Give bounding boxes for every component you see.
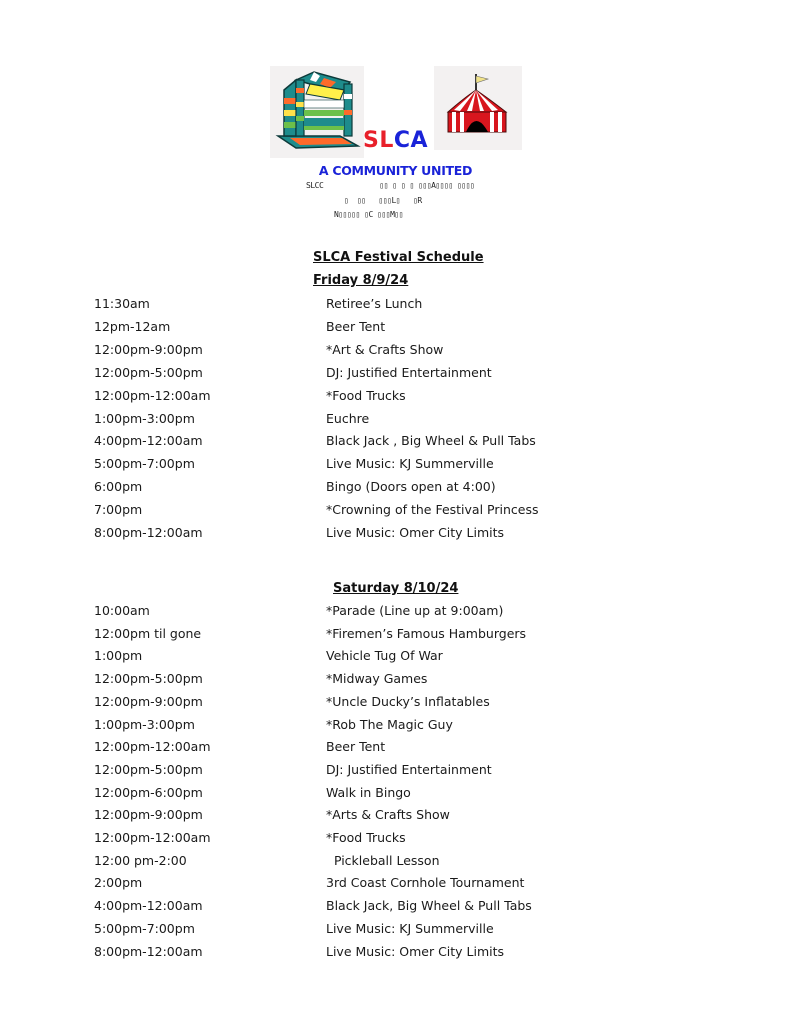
event-time: 4:00pm-12:00am (94, 433, 203, 449)
event-name: *Firemen’s Famous Hamburgers (326, 625, 527, 641)
schedule-row (0, 694, 791, 716)
event-name: Euchre (326, 410, 370, 426)
event-name: Beer Tent (326, 739, 386, 755)
schedule-row (0, 853, 791, 875)
event-time: 11:30am (94, 296, 150, 311)
event-time: 12:00pm-5:00pm (94, 364, 203, 380)
event-time: 1:00pm-3:00pm (94, 716, 195, 732)
event-name: *Midway Games (326, 671, 428, 687)
schedule-row (0, 502, 791, 524)
schedule-row (0, 433, 791, 455)
event-name: *Food Trucks (326, 387, 406, 403)
schedule-row (0, 785, 791, 807)
event-name: 3rd Coast Cornhole Tournament (326, 875, 525, 891)
event-name: Live Music: Omer City Limits (326, 525, 505, 540)
event-time: 6:00pm (94, 479, 143, 495)
event-name: *Uncle Ducky’s Inflatables (326, 693, 490, 709)
event-name: Live Music: KJ Summerville (326, 456, 494, 472)
schedule-row (0, 296, 791, 318)
schedule-row (0, 411, 791, 433)
event-name: DJ: Justified Entertainment (326, 364, 492, 380)
event-time: 10:00am (94, 603, 150, 618)
event-time: 5:00pm-7:00pm (94, 920, 195, 936)
event-time: 4:00pm-12:00am (94, 898, 203, 914)
schedule-row (0, 525, 791, 547)
schedule-row (0, 875, 791, 897)
garbled-header-line-1: SLCC ▯▯ ▯ ▯ ▯ ▯▯▯A▯▯▯▯ ▯▯▯▯ (306, 181, 475, 190)
event-name: *Food Trucks (326, 830, 406, 845)
event-time: 5:00pm-7:00pm (94, 456, 195, 472)
event-time: 1:00pm-3:00pm (94, 410, 195, 426)
event-time: 12pm-12am (94, 318, 171, 334)
schedule-row (0, 456, 791, 478)
event-name: *Art & Crafts Show (326, 341, 444, 357)
schedule-row (0, 762, 791, 784)
event-name: Retiree’s Lunch (326, 296, 423, 311)
schedule-row (0, 944, 791, 966)
event-name: Walk in Bingo (326, 784, 411, 800)
logo-text-blue: CA (393, 128, 429, 153)
schedule-row (0, 921, 791, 943)
schedule-row (0, 717, 791, 739)
schedule-row (0, 479, 791, 501)
day-heading-friday: Friday 8/9/24 (313, 273, 409, 288)
event-name: *Crowning of the Festival Princess (326, 502, 539, 518)
garbled-header-line-3: N▯▯▯▯▯ ▯C ▯▯▯M▯▯ (334, 210, 404, 219)
event-time: 12:00pm-6:00pm (94, 784, 203, 800)
schedule-row (0, 648, 791, 670)
event-time: 7:00pm (94, 502, 143, 518)
event-time: 12:00pm-5:00pm (94, 671, 203, 687)
schedule-row (0, 671, 791, 693)
event-name: Pickleball Lesson (326, 852, 440, 868)
event-time: 12:00pm-12:00am (94, 739, 211, 755)
event-time: 12:00pm-12:00am (94, 830, 211, 845)
schedule-row (0, 626, 791, 648)
schedule-row (0, 830, 791, 852)
garbled-header-line-2: ▯ ▯▯ ▯▯▯L▯ ▯R (344, 196, 422, 205)
event-name: *Parade (Line up at 9:00am) (326, 603, 504, 618)
event-time: 12:00pm til gone (94, 625, 202, 641)
event-time: 12:00pm-9:00pm (94, 693, 203, 709)
event-time: 8:00pm-12:00am (94, 525, 203, 540)
event-time: 1:00pm (94, 648, 143, 664)
event-time: 2:00pm (94, 875, 143, 891)
schedule-title: SLCA Festival Schedule (313, 250, 484, 265)
tagline: A COMMUNITY UNITED (318, 163, 473, 178)
schedule-row (0, 807, 791, 829)
schedule-row (0, 342, 791, 364)
event-time: 12:00pm-9:00pm (94, 807, 203, 823)
day-heading-saturday: Saturday 8/10/24 (333, 581, 459, 596)
event-name: Live Music: Omer City Limits (326, 943, 505, 959)
event-name: Live Music: KJ Summerville (326, 920, 494, 936)
schedule-row (0, 898, 791, 920)
event-name: Vehicle Tug Of War (326, 648, 443, 664)
schedule-row (0, 739, 791, 761)
event-name: Black Jack, Big Wheel & Pull Tabs (326, 898, 532, 914)
logo-wordmark (0, 128, 791, 153)
event-name: *Arts & Crafts Show (326, 807, 450, 823)
schedule-row (0, 603, 791, 625)
event-name: Bingo (Doors open at 4:00) (326, 479, 496, 495)
event-time: 12:00pm-9:00pm (94, 341, 203, 357)
event-name: *Rob The Magic Guy (326, 716, 453, 732)
event-name: Black Jack , Big Wheel & Pull Tabs (326, 433, 536, 449)
event-time: 12:00pm-12:00am (94, 387, 211, 403)
event-name: DJ: Justified Entertainment (326, 761, 492, 777)
schedule-row (0, 319, 791, 341)
event-time: 12:00pm-5:00pm (94, 761, 203, 777)
event-time: 8:00pm-12:00am (94, 943, 203, 959)
event-name: Beer Tent (326, 318, 386, 334)
event-time: 12:00 pm-2:00 (94, 852, 187, 868)
schedule-row (0, 365, 791, 387)
logo-text-red: SL (362, 128, 394, 153)
schedule-row (0, 388, 791, 410)
